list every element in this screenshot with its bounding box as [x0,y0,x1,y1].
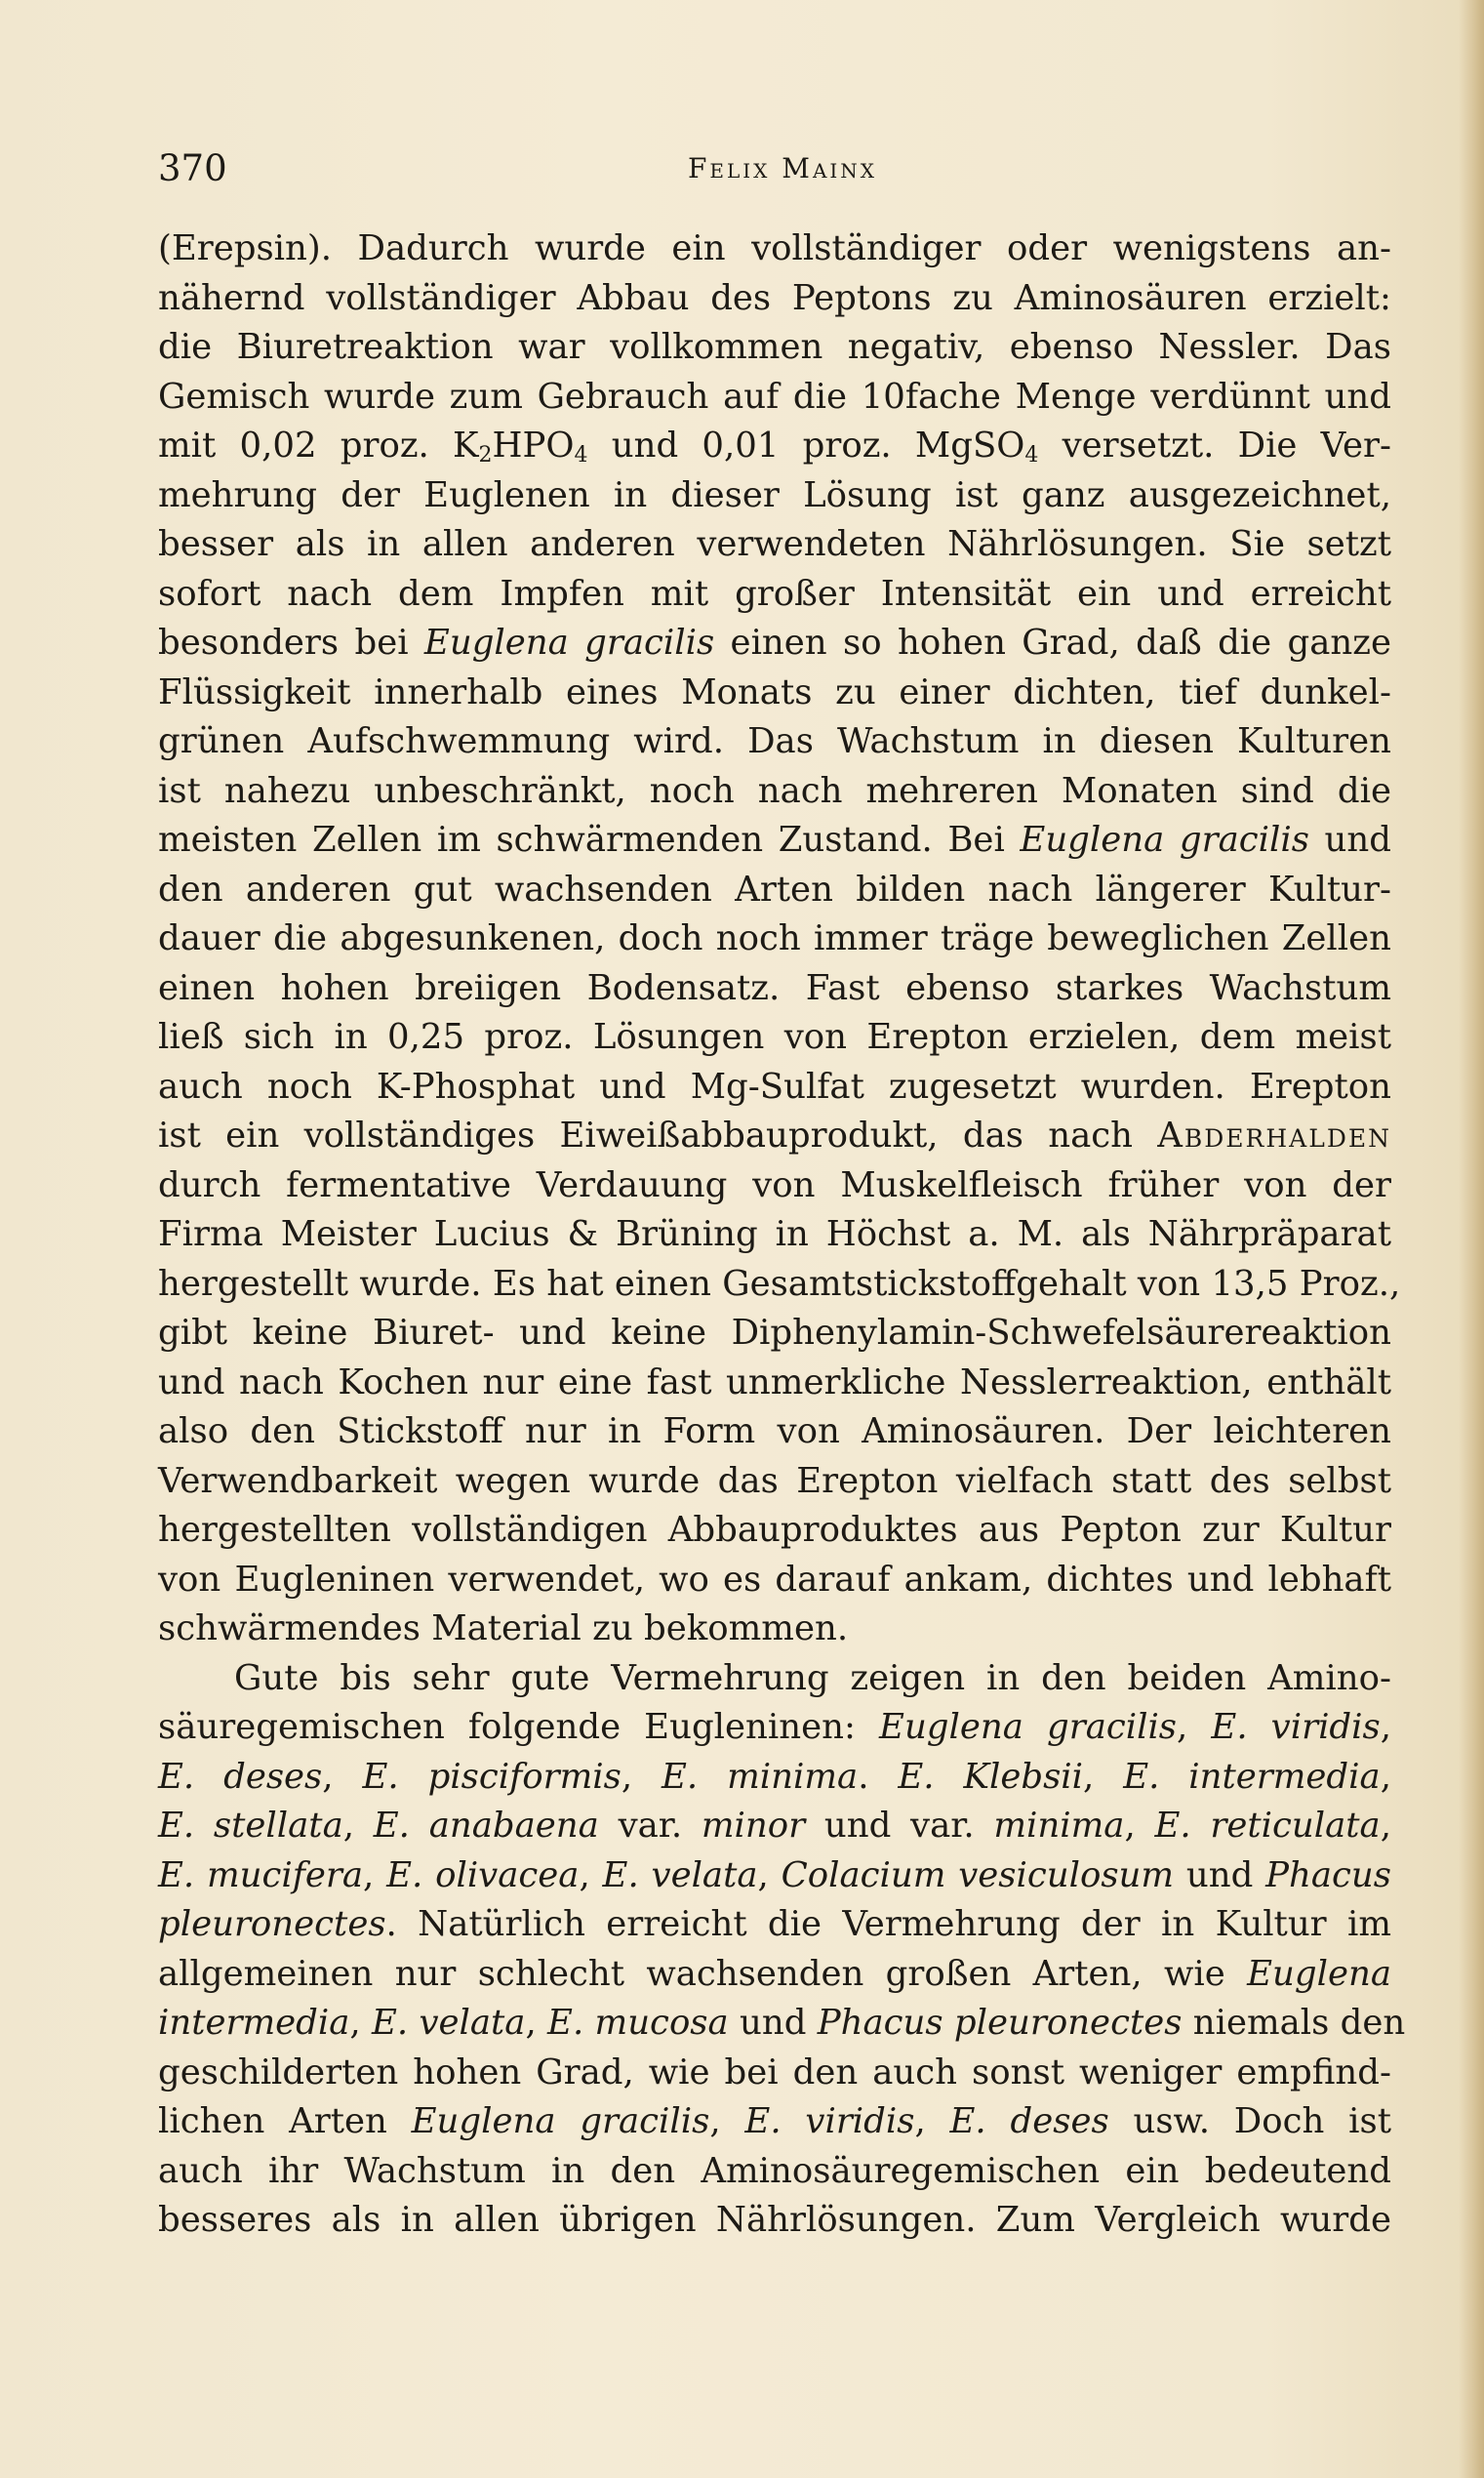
text-line: ließ sich in 0,25 proz. Lösungen von Erepton erzielen, dem meist [158,1017,1391,1057]
text-line: die Biuretreaktion war vollkommen negativ, ebenso Nessler. Das [158,327,1391,367]
text-line: pleuronectes. Natürlich erreicht die Vermehrung der in Kultur im [158,1904,1391,1944]
text-line: lichen Arten Euglena gracilis, E. viridis, E. deses usw. Doch ist [158,2101,1391,2141]
text-line: von Eugleninen verwendet, wo es darauf ankam, dichtes und lebhaft [158,1559,1391,1600]
text-line: dauer die abgesunkenen, doch noch immer träge beweglichen Zellen [158,918,1391,958]
text-line: mehrung der Euglenen in dieser Lösung ist ganz ausgezeichnet, [158,474,1391,515]
text-line: den anderen gut wachsenden Arten bilden nach längerer Kultur- [158,869,1391,910]
text-line: Firma Meister Lucius & Brüning in Höchst a. M. als Nährpräparat [158,1214,1391,1254]
text-line: gibt keine Biuret- und keine Diphenylamin-Schwefelsäurereaktion [158,1313,1391,1353]
text-line: schwärmendes Material zu bekommen. [158,1608,849,1648]
text-line: hergestellt wurde. Es hat einen Gesamtstickstoffgehalt von 13,5 Proz., [158,1263,1401,1304]
text-line: Verwendbarkeit wegen wurde das Erepton vielfach statt des selbst [158,1460,1391,1501]
text-line: E. stellata, E. anabaena var. minor und var. minima, E. reticulata, [158,1806,1391,1846]
text-line: sofort nach dem Impfen mit großer Intensität ein und erreicht [158,573,1391,614]
text-line: meisten Zellen im schwärmenden Zustand. Bei Euglena gracilis und [158,820,1391,860]
text-line: besser als in allen anderen verwendeten Nährlösungen. Sie setzt [158,524,1391,564]
text-line: ist nahezu unbeschränkt, noch nach mehreren Monaten sind die [158,770,1391,811]
text-line: geschilderten hohen Grad, wie bei den auch sonst weniger empfind- [158,2051,1391,2092]
text-line: hergestellten vollständigen Abbauproduktes aus Pepton zur Kultur [158,1510,1391,1550]
text-line: E. mucifera, E. olivacea, E. velata, Colacium vesiculosum und Phacus [158,1854,1391,1895]
text-line: einen hohen breiigen Bodensatz. Fast ebenso starkes Wachstum [158,967,1391,1008]
text-line: also den Stickstoff nur in Form von Aminosäuren. Der leichteren [158,1411,1391,1451]
text-line: nähernd vollständiger Abbau des Peptons zu Aminosäuren erzielt: [158,277,1391,318]
running-head [158,144,1395,193]
text-line: Flüssigkeit innerhalb eines Monats zu einer dichten, tief dunkel- [158,671,1391,712]
text-line: Gute bis sehr gute Vermehrung zeigen in den beiden Amino- [234,1657,1391,1698]
text-line: auch ihr Wachstum in den Aminosäuregemischen ein bedeutend [158,2150,1391,2191]
text-line: ist ein vollständiges Eiweißabbauprodukt, das nach Abderhalden [158,1116,1391,1156]
text-line: (Erepsin). Dadurch wurde ein vollständiger oder wenigstens an- [158,228,1391,268]
text-line: intermedia, E. velata, E. mucosa und Phacus pleuronectes niemals den [158,2003,1406,2043]
text-line: und nach Kochen nur eine fast unmerkliche Nesslerreaktion, enthält [158,1361,1391,1402]
page-edge-shadow [1459,0,1484,2478]
text-line: grünen Aufschwemmung wird. Das Wachstum in diesen Kulturen [158,721,1391,761]
body-text [158,224,1406,2246]
text-line: E. deses, E. pisciformis, E. minima. E. Klebsii, E. intermedia, [158,1756,1391,1797]
running-title: Felix Mainx [687,152,878,184]
page-number: 370 [158,147,227,189]
text-line: allgemeinen nur schlecht wachsenden großen Arten, wie Euglena [158,1953,1391,1994]
text-line: durch fermentative Verdauung von Muskelfleisch früher von der [158,1164,1391,1205]
text-line: Gemisch wurde zum Gebrauch auf die 10fache Menge verdünnt und [158,376,1391,417]
text-line: besonders bei Euglena gracilis einen so hohen Grad, daß die ganze [158,623,1392,663]
text-line: mit 0,02 proz. $K_2HPO_4$ und 0,01 proz. MgSO$_4$ versetzt. Die Ver- [158,426,1392,467]
text-line: säuregemischen folgende Eugleninen: Euglena gracilis, E. viridis, [158,1707,1392,1747]
text-line: besseres als in allen übrigen Nährlösungen. Zum Vergleich wurde [158,2200,1391,2240]
text-line: auch noch K-Phosphat und Mg-Sulfat zugesetzt wurden. Erepton [158,1066,1391,1107]
